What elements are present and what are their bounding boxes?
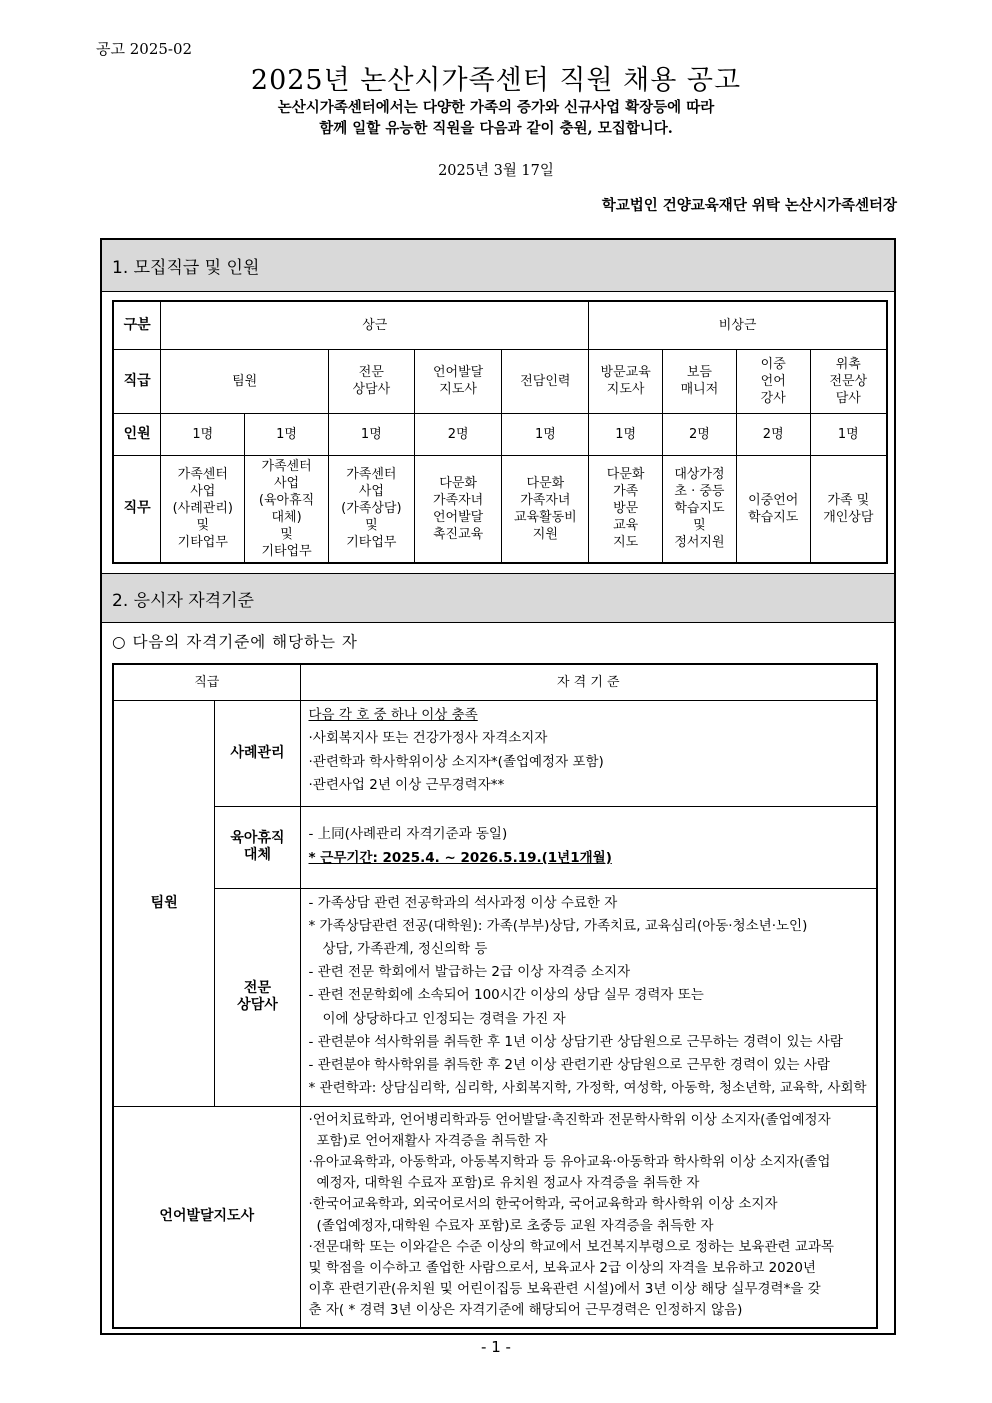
qualification-table [112, 663, 878, 1329]
notice-frame [100, 238, 896, 1335]
position-language: 언어발달 지도사 [414, 349, 502, 413]
col-header-criteria: 자 격 기 준 [300, 664, 877, 700]
headcount-cell: 1명 [161, 413, 245, 455]
duty-cell: 다문화 가족자녀 교육활동비 지원 [502, 455, 589, 563]
team-member-label: 팀원 [113, 700, 215, 1106]
section-1-heading: 1. 모집직급 및 인원 [102, 240, 894, 292]
qualification-header-row [113, 664, 877, 700]
intro-line-2: 함께 일할 유능한 직원을 다음과 같이 충원, 모집합니다. [319, 120, 673, 137]
parental-leave-criteria: - 上同(사례관리 자격기준과 동일) * 근무기간: 2025.4. ~ 2026.5.19.(1년1개월) [300, 806, 877, 888]
category-full-time: 상근 [161, 301, 589, 349]
position-row [113, 349, 887, 413]
duty-cell: 이중언어 학습지도 [736, 455, 810, 563]
section-2-heading: 2. 응시자 자격기준 [102, 573, 894, 623]
position-commissioned: 위촉 전문상 담사 [810, 349, 887, 413]
counselor-row [113, 888, 877, 1106]
language-label: 언어발달지도사 [113, 1106, 300, 1328]
category-part-time: 비상근 [589, 301, 887, 349]
duty-cell: 대상가정 초 · 중등 학습지도 및 정서지원 [663, 455, 737, 563]
duty-row [113, 455, 887, 563]
notice-number: 공고 2025-02 [96, 40, 193, 58]
parental-leave-row [113, 806, 877, 888]
language-criteria: ·언어치료학과, 언어병리학과등 언어발달·촉진학과 전문학사학위 이상 소지자(졸업예정자 포함)로 언어재활사 자격증을 취득한 자 ·유아교육학과, 아동학과, 아동복지학과 등 유아교육·아동학과 학사학위 이상 소지자(졸업 예정자, 대학원 수료자 포함)로 유치원 정교사 자격증을 취득한 자 ·한국어교육학과, 외국어로서의 한국어학과, 국어교육학과 학사학위 이상 소지자 (졸업예정자,대학원 수료자 포함)로 초중등 교원 자격증을 취득한 자 ·전문대학 또는 이와같은 수준 이상의 학교에서 보건복지부령으로 정하는 보육관련 교과목 및 학점을 이수하고 졸업한 사람으로서, 보육교사 2급 이상의 자격을 보유하고 2020년 이후 관련기관(유치원 및 어린이집등 보육관련 시설)에서 3년 이상 해당 실무경력*을 갖 춘 자( * 경력 3년 이상은 자격기준에 해당되어 근무경력은 인정하지 않음) [300, 1106, 877, 1328]
notice-date: 2025년 3월 17일 [438, 163, 554, 179]
position-team: 팀원 [161, 349, 329, 413]
page-title: 2025년 논산시가족센터 직원 채용 공고 [250, 65, 742, 96]
headcount-cell: 2명 [414, 413, 502, 455]
col-header-position: 직급 [113, 664, 300, 700]
duty-cell: 다문화 가족자녀 언어발달 촉진교육 [414, 455, 502, 563]
case-management-criteria: 다음 각 호 중 하나 이상 충족 ·사회복지사 또는 건강가정사 자격소지자 ·관련학과 학사학위이상 소지자*(졸업예정자 포함) ·관련사업 2년 이상 근무경력자** [300, 700, 877, 806]
counselor-criteria: - 가족상담 관련 전공학과의 석사과정 이상 수료한 자 * 가족상담관련 전공(대학원): 가족(부부)상담, 가족치료, 교육심리(아동·청소년·노인) 상담, 가족관계, 정신의학 등 - 관련 전문 학회에서 발급하는 2급 이상 자격증 소지자 - 관련 전문학회에 소속되어 100시간 이상의 상담 실무 경력자 또는 이에 상당하다고 인정되는 경력을 가진 자 - 관련분야 석사학위를 취득한 후 1년 이상 상담기관 상담원으로 근무하는 경력이 있는 사람 - 관련분야 학사학위를 취득한 후 2년 이상 관련기관 상담원으로 근무한 경력이 있는 사람 * 관련학과: 상담심리학, 심리학, 사회복지학, 가정학, 여성학, 아동학, 청소년학, 교육학, 사회학 [300, 888, 877, 1106]
headcount-cell: 1명 [328, 413, 414, 455]
headcount-cell: 1명 [589, 413, 663, 455]
position-counselor: 전문 상담사 [328, 349, 414, 413]
headcount-cell: 1명 [502, 413, 589, 455]
category-row [113, 301, 887, 349]
headcount-cell: 1명 [245, 413, 329, 455]
case-management-label: 사례관리 [215, 700, 300, 806]
intro-line-1: 논산시가족센터에서는 다양한 가족의 증가와 신규사업 확장등에 따라 [277, 99, 715, 116]
headcount-cell: 2명 [663, 413, 737, 455]
row-label-duty: 직무 [113, 455, 161, 563]
page-number: - 1 - [481, 1338, 511, 1356]
intro-text [0, 97, 992, 139]
recruitment-table [112, 300, 888, 564]
row-label-category: 구분 [113, 301, 161, 349]
duty-cell: 가족센터 사업 (사례관리) 및 기타업무 [161, 455, 245, 563]
position-bilingual: 이중 언어 강사 [736, 349, 810, 413]
position-visit-edu: 방문교육 지도사 [589, 349, 663, 413]
issuer: 학교법인 건양교육재단 위탁 논산시가족센터장 [601, 197, 897, 214]
case-management-row [113, 700, 877, 806]
headcount-cell: 2명 [736, 413, 810, 455]
position-dedicated: 전담인력 [502, 349, 589, 413]
counselor-label: 전문 상담사 [215, 888, 300, 1106]
duty-cell: 가족센터 사업 (육아휴직 대체) 및 기타업무 [245, 455, 329, 563]
duty-cell: 가족 및 개인상담 [810, 455, 887, 563]
duty-cell: 가족센터 사업 (가족상담) 및 기타업무 [328, 455, 414, 563]
parental-leave-label: 육아휴직 대체 [215, 806, 300, 888]
row-label-headcount: 인원 [113, 413, 161, 455]
criteria-note: ○ 다음의 자격기준에 해당하는 자 [112, 633, 358, 651]
row-label-position: 직급 [113, 349, 161, 413]
language-row [113, 1106, 877, 1328]
headcount-cell: 1명 [810, 413, 887, 455]
position-care-manager: 보듬 매니저 [663, 349, 737, 413]
headcount-row [113, 413, 887, 455]
duty-cell: 다문화 가족 방문 교육 지도 [589, 455, 663, 563]
